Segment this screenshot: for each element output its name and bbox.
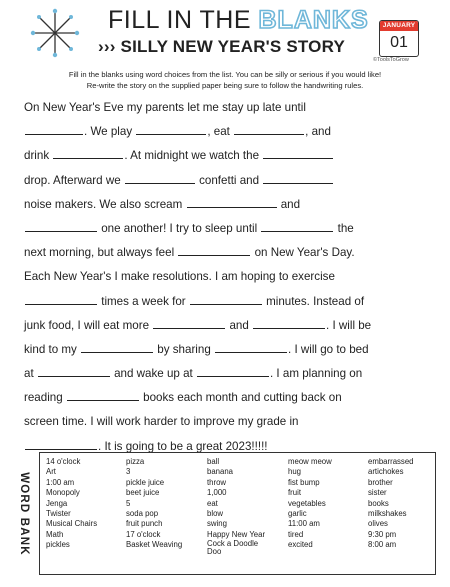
story-text-segment: and [226, 318, 253, 332]
story-line [24, 241, 430, 265]
fill-in-blank[interactable] [253, 319, 325, 329]
story-line [24, 265, 430, 289]
story-text-segment: next morning, but always feel [24, 246, 178, 260]
story-text-segment: . At midnight we watch the [124, 149, 263, 163]
story-text-segment: the [334, 221, 354, 235]
story-line [24, 193, 430, 217]
story-text-segment: . We play [84, 125, 136, 139]
word-bank-word: Happy New Year [207, 529, 266, 539]
word-bank-word: swing [207, 519, 227, 529]
instructions [14, 70, 436, 91]
word-bank-word: 1,000 [207, 488, 227, 498]
word-bank-word: 3 [126, 467, 131, 477]
word-bank-word: garlic [288, 508, 307, 518]
word-bank-column [207, 457, 267, 557]
fill-in-blank[interactable] [67, 391, 139, 401]
fill-in-blank[interactable] [215, 343, 287, 353]
word-bank-column [288, 457, 332, 551]
story-text-segment: reading [24, 391, 66, 405]
word-bank-word: pickle juice [126, 477, 165, 487]
story-line [24, 169, 430, 193]
word-bank-word: Cock a Doodle Doo [207, 539, 259, 557]
word-bank-word: eat [207, 498, 218, 508]
calendar-day: 01 [390, 34, 408, 51]
story-text-segment: . I will go to bed [288, 342, 369, 356]
fill-in-blank[interactable] [261, 222, 333, 232]
word-bank-word: 5 [126, 498, 131, 508]
story-text-segment: minutes. Instead of [262, 294, 365, 308]
word-bank-word: vegetables [288, 498, 326, 508]
title-highlight: BLANKS [258, 6, 369, 34]
word-bank-word: milkshakes [368, 508, 407, 518]
story-line [24, 362, 430, 386]
word-bank-word: books [368, 498, 389, 508]
word-bank-word: brother [368, 477, 393, 487]
story-text-segment: Each New Year's I make resolutions. I am hoping to exercise [24, 270, 335, 284]
word-bank-word: 9:30 pm [368, 529, 397, 539]
word-bank-word: banana [207, 467, 234, 477]
story-text-segment: and wake up at [110, 367, 196, 381]
word-bank-word: 1:00 am [46, 477, 75, 487]
story-text-segment: one another! I try to sleep until [98, 221, 261, 235]
word-bank-word: 14 o'clock [46, 457, 81, 466]
fireworks-icon [30, 8, 80, 58]
fill-in-blank[interactable] [25, 295, 97, 305]
story-line [24, 314, 430, 338]
word-bank-word: olives [368, 519, 388, 529]
word-bank-word: Jenga [46, 498, 68, 508]
fill-in-blank[interactable] [136, 125, 206, 135]
story-text-segment: noise makers. We also scream [24, 197, 186, 211]
story-line [24, 290, 430, 314]
word-bank-word: throw [207, 477, 227, 487]
story-text-segment: drink [24, 149, 53, 163]
instruction-line: Fill in the blanks using word choices from the list. You can be silly or serious if you would like! [68, 70, 382, 79]
fill-in-blank[interactable] [125, 174, 195, 184]
word-bank-label [14, 455, 34, 573]
fill-in-blank[interactable] [25, 440, 97, 450]
word-bank-column [46, 457, 97, 551]
story-text-segment: at [24, 367, 37, 381]
word-bank-word: fist bump [288, 477, 320, 487]
story-text-segment: junk food, I will eat more [24, 318, 153, 332]
word-bank-word: blow [207, 508, 224, 518]
word-bank-word: Basket Weaving [126, 540, 183, 550]
word-bank-word: excited [288, 540, 313, 550]
story-line [24, 96, 430, 120]
word-bank-word: hug [288, 467, 302, 477]
word-bank-box [39, 452, 436, 575]
fill-in-blank[interactable] [25, 125, 83, 135]
word-bank-column [368, 457, 414, 551]
fill-in-blank[interactable] [234, 125, 304, 135]
word-bank-word: tired [288, 529, 304, 539]
page-title [108, 6, 369, 34]
story-line [24, 410, 430, 434]
word-bank-word: Twister [46, 508, 71, 518]
story-text-segment: , and [305, 125, 331, 139]
story-text-segment: confetti and [195, 173, 263, 187]
subtitle-text: SILLY NEW YEAR'S STORY [120, 37, 345, 56]
story-line [24, 338, 430, 362]
story-text-segment: books each month and cutting back on [139, 391, 342, 405]
story-text-segment: drop. Afterward we [24, 173, 124, 187]
story-line [24, 120, 430, 144]
calendar-month: JANUARY [380, 21, 418, 31]
word-bank-word: Art [46, 467, 56, 477]
story-text-segment: . I will be [326, 318, 372, 332]
story-line [24, 144, 430, 168]
fill-in-blank[interactable] [81, 343, 153, 353]
fill-in-blank[interactable] [53, 149, 123, 159]
word-bank-word: fruit punch [126, 519, 163, 529]
word-bank-word: beet juice [126, 488, 160, 498]
fill-in-blank[interactable] [153, 319, 225, 329]
word-bank-word: meow meow [288, 457, 332, 466]
word-bank-word: soda pop [126, 508, 159, 518]
fill-in-blank[interactable] [187, 198, 277, 208]
fill-in-blank[interactable] [263, 149, 333, 159]
story-text-segment: and [277, 197, 301, 211]
story-text-segment: on New Year's Day. [251, 246, 355, 260]
story-text-segment: . It is going to be a great 2023!!!!! [98, 439, 268, 453]
copyright-notice: ©ToolsToGrow [373, 57, 409, 63]
story-text [24, 96, 430, 459]
fill-in-blank[interactable] [197, 367, 269, 377]
instruction-line: Re-write the story on the supplied paper being sure to follow the handwriting rules. [86, 80, 364, 90]
story-text-segment: times a week for [98, 294, 189, 308]
word-bank-word: ball [207, 457, 220, 466]
story-text-segment: screen time. I will work harder to improve my grade in [24, 415, 299, 429]
word-bank-label-text: WORD BANK [18, 472, 30, 556]
story-line [24, 217, 430, 241]
story-text-segment: by sharing [154, 342, 214, 356]
fill-in-blank[interactable] [263, 174, 333, 184]
word-bank-word: artichokes [368, 467, 404, 477]
word-bank-word: 11:00 am [288, 519, 320, 529]
word-bank-word: Math [46, 529, 64, 539]
word-bank-word: fruit [288, 488, 301, 498]
word-bank-word: Musical Chairs [46, 519, 98, 529]
calendar-icon [379, 20, 419, 57]
title-prefix: FILL IN THE [108, 6, 252, 34]
word-bank-word: sister [368, 488, 387, 498]
word-bank-word: Monopoly [46, 488, 80, 498]
subtitle-arrows-icon: ››› [98, 37, 116, 56]
fill-in-blank[interactable] [178, 246, 250, 256]
word-bank-word: embarrassed [368, 457, 414, 466]
story-text-segment: , eat [207, 125, 234, 139]
fill-in-blank[interactable] [25, 222, 97, 232]
story-text-segment: kind to my [24, 342, 81, 356]
word-bank-word: pizza [126, 457, 145, 466]
fill-in-blank[interactable] [190, 295, 262, 305]
word-bank-word: 17 o'clock [126, 529, 161, 539]
word-bank-column [126, 457, 182, 551]
story-text-segment: On New Year's Eve my parents let me stay up late until [24, 101, 306, 114]
word-bank-word: 8:00 am [368, 540, 397, 550]
story-text-segment: . I am planning on [269, 367, 363, 381]
word-bank-word: pickles [46, 540, 70, 550]
story-line [24, 386, 430, 410]
fill-in-blank[interactable] [38, 367, 110, 377]
page-subtitle [98, 37, 345, 61]
